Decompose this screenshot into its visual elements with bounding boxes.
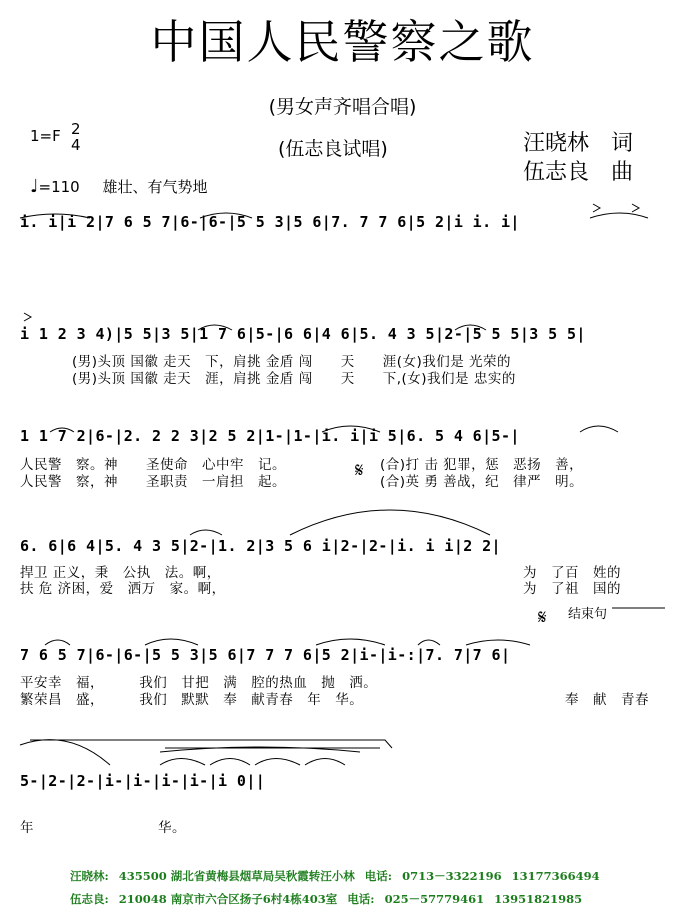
contact-name: 汪晓林: [70, 869, 109, 883]
lyrics-line-6a: 年 [20, 820, 34, 836]
lyrics-line-4a: 捍卫 正义，秉 公执 法。啊， [20, 565, 221, 581]
contact-phone-label: 电话: [364, 869, 393, 883]
meter-bottom: 4 [71, 136, 81, 154]
contact-mobile: 13177366494 [511, 869, 600, 883]
lyrics-line-2a: (男)头顶 国徽 走天 下，肩挑 金盾 闯 天 涯(女)我们是 光荣的 [72, 354, 512, 370]
meter-top: 2 [71, 120, 81, 138]
lyrics-line-4a-end: 为 了百 姓的 [523, 565, 621, 581]
segno-icon: 𝄋 [355, 458, 364, 482]
lyricist-credit: 汪晓林 词 [523, 131, 634, 156]
lyrics-line-2b: (男)头顶 国徽 走天 涯，肩挑 金盾 闯 天 下,(女)我们是 忠实的 [72, 371, 516, 387]
tempo-marking: 雄壮、有气势地 [102, 178, 208, 196]
score-line-4: 6. 6|6 4|5. 4 3 5|2-|1. 2|3 5 6 i|2-|2-|i. i i|2 2| [20, 537, 501, 555]
score-line-6: 5-|2-|2-|i-|i-|i-|i-|i 0|| [20, 772, 266, 790]
lyrics-line-3a: 人民警 察。神 圣使命 心中牢 记。 [20, 457, 286, 473]
score-line-3: 1 1 7 2|6-|2. 2 2 3|2 5 2|1-|1-|i. i|i 5|6. 5 4 6|5-| [20, 427, 520, 445]
score-line-2: i 1 2 3 4)|5 5|3 5|1 7 6|5-|6 6|4 6|5. 4 3 5|2-|5 5 5|3 5 5| [20, 325, 586, 343]
lyrics-line-3a-chorus: (合)打 击 犯罪，惩 恶扬 善， [380, 457, 584, 473]
contact-address: 435500 湖北省黄梅县烟草局吴秋霞转汪小林 [118, 869, 355, 883]
key-signature: 1=F [30, 127, 61, 145]
song-title: 中国人民警察之歌 [150, 15, 535, 69]
lyrics-line-3b-chorus: (合)英 勇 善战，纪 律严 明。 [380, 474, 584, 490]
score-line-5: 7 6 5 7|6-|6-|5 5 3|5 6|7 7 7 6|5 2|i-|i-:|7. 7|7 6| [20, 646, 511, 664]
tempo-value: =110 [38, 178, 80, 196]
segno-icon: 𝄋 [538, 605, 547, 629]
ending-note: 结束句 [568, 607, 608, 622]
contact-lyricist [70, 868, 606, 884]
contact-composer [70, 891, 588, 907]
contact-phone: 0713－3322196 [402, 869, 502, 883]
composer-credit: 伍志良 曲 [523, 160, 634, 185]
contact-address: 210048 南京市六合区扬子6村4栋403室 [118, 892, 338, 906]
score-line-1: i. i|i 2|7 6 5 7|6-|6-|5 5 3|5 6|7. 7 7 6|5 2|i i. i| [20, 213, 520, 231]
contact-phone-label: 电话: [347, 892, 375, 906]
lyrics-line-3b: 人民警 察，神 圣职责 一肩担 起。 [20, 474, 286, 490]
contact-name: 伍志良: [70, 892, 109, 906]
lyrics-line-5-ending: 奉 献 青春 [565, 692, 649, 708]
lyrics-line-5b: 繁荣昌 盛， 我们 默默 奉 献青春 年 华。 [20, 692, 364, 708]
lyrics-line-5a: 平安幸 福， 我们 甘把 满 腔的热血 抛 洒。 [20, 675, 378, 691]
subtitle: (男女声齐唱合唱) [268, 96, 417, 118]
contact-mobile: 13951821985 [494, 892, 583, 906]
lyrics-line-4b: 扶 危 济困，爱 洒万 家。啊， [20, 581, 226, 597]
lyrics-line-6b: 华。 [158, 820, 186, 836]
singer-note: (伍志良试唱) [278, 138, 388, 160]
quarter-note-icon: ♩ [30, 176, 39, 197]
contact-phone: 025－57779461 [384, 892, 485, 906]
lyrics-line-4b-end: 为 了祖 国的 [523, 581, 621, 597]
